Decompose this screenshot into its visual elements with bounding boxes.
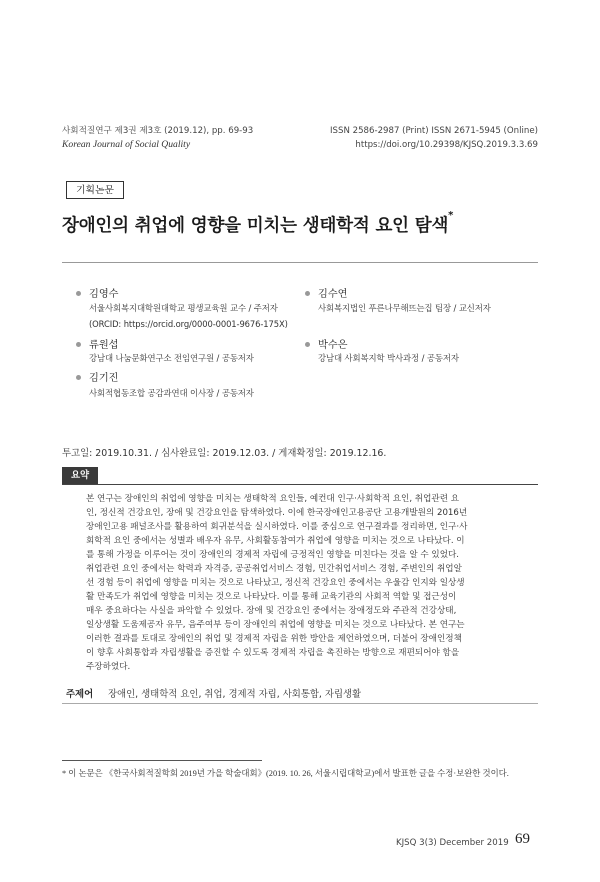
abstract-line: 선 경험 등이 취업에 영향을 미치는 것으로 나타났고, 정신적 건강요인 중에서는 우울감 인지와 일상생 [86,578,465,588]
abstract-line: 를 통해 가정을 이루어는 것이 장애인의 경제적 자립에 긍정적인 영향을 미친다는 것을 알 수 있었다. [86,550,460,560]
title-footnote-mark: * [448,210,454,222]
keywords-label: 주제어 [66,689,94,700]
bullet-icon [305,291,310,296]
abstract-line: 인, 정신적 건강요인, 장애 및 건강요인을 탐색하였다. 이에 한국장애인고용공단 고용개발원의 2016년 [86,508,468,518]
abstract-line: 일상생활 도움제공자 유무, 음주여부 등이 장애인의 취업에 영향을 미치는 것으로 나타났다. 본 연구는 [86,620,465,630]
author-name-2: 김수연 [305,285,348,300]
paper-title-block [62,212,542,237]
footnote: * 이 논문은 《한국사회적질학회 2019년 가을 학술대회》(2019. 10. 26, 서울시립대학교)에서 발표한 글을 수정·보완한 것이다. [62,769,509,778]
title-divider [62,262,538,263]
submission-dates: 투고일: 2019.10.31. / 심사완료일: 2019.12.03. / 게재확정일: 2019.12.16. [62,448,387,459]
abstract-body [86,492,538,674]
abstract-label: 요약 [62,467,98,484]
footnote-rule [62,760,262,761]
keywords-divider [62,703,538,704]
abstract-line: 장애인고용 패널조사를 활용하여 회귀분석을 실시하였다. 이를 중심으로 연구결과를 정리하면, 인구·사 [86,522,468,532]
bullet-icon [76,342,81,347]
abstract-line: 주장하였다. [86,662,131,672]
keywords-text: 장애인, 생태학적 요인, 취업, 경제적 자립, 사회통합, 자립생활 [108,689,362,700]
author-orcid-1[interactable]: (ORCID: https://orcid.org/0000-0001-9676-175X) [89,319,288,329]
author-name-3: 류원섭 [76,336,119,351]
abstract-line: 이러한 결과를 토대로 장애인의 취업 및 경제적 자립을 위한 방안을 제언하였으며, 더불어 장애인정책 [86,634,462,644]
abstract-divider [62,484,538,485]
abstract-line: 이 향후 사회통합과 자립생활을 증진할 수 있도록 경제적 자립을 촉진하는 방향으로 재편되어야 함을 [86,648,460,658]
author-affiliation-2: 사회복지법인 푸른나무해뜨는집 팀장 / 교신저자 [318,303,491,313]
journal-info: 사회적질연구 제3권 제3호 (2019.12), pp. 69-93 [62,126,254,136]
abstract-line: 회학적 요인 중에서는 성별과 배우자 유무, 사회활동참여가 취업에 영향을 미치는 것으로 나타났다. 이 [86,536,465,546]
paper-title: 장애인의 취업에 영향을 미치는 생태학적 요인 탐색 [62,216,449,236]
author-name-1: 김영수 [76,285,119,300]
author-affiliation-1: 서울사회복지대학원대학교 평생교육원 교수 / 주저자 [89,303,278,313]
author-name-4: 박수은 [305,336,348,351]
abstract-line: 취업관련 요인 중에서는 학력과 자격증, 공공취업서비스 경험, 민간취업서비스 경험, 주변인의 취업알 [86,564,462,574]
author-affiliation-5: 사회적협동조합 공감과연대 이사장 / 공동저자 [89,388,254,398]
bullet-icon [76,375,81,380]
article-category-badge: 기획논문 [66,181,124,199]
doi-link[interactable]: https://doi.org/10.29398/KJSQ.2019.3.3.69 [355,140,538,150]
bullet-icon [76,291,81,296]
abstract-line: 본 연구는 장애인의 취업에 영향을 미치는 생태학적 요인들, 예컨대 인구·사회학적 요인, 취업관련 요 [86,494,460,504]
author-name-5: 김기진 [76,369,119,384]
journal-english-title: Korean Journal of Social Quality [62,139,191,150]
abstract-line: 활 만족도가 취업에 영향을 미치는 것으로 나타났다. 이를 통해 교육기관의 사회적 역할 및 접근성이 [86,592,457,602]
footer-journal-issue: KJSQ 3(3) December 2019 [396,838,509,848]
page-number: 69 [515,831,530,847]
author-affiliation-3: 강남대 나눔문화연구소 전임연구원 / 공동저자 [89,353,254,363]
author-affiliation-4: 강남대 사회복지학 박사과정 / 공동저자 [318,353,459,363]
abstract-line: 매우 중요하다는 사실을 파악할 수 있었다. 장애 및 건강요인 중에서는 장애정도와 주관적 건강상태, [86,606,457,616]
bullet-icon [305,342,310,347]
issn-info: ISSN 2586-2987 (Print) ISSN 2671-5945 (Online) [330,126,538,136]
